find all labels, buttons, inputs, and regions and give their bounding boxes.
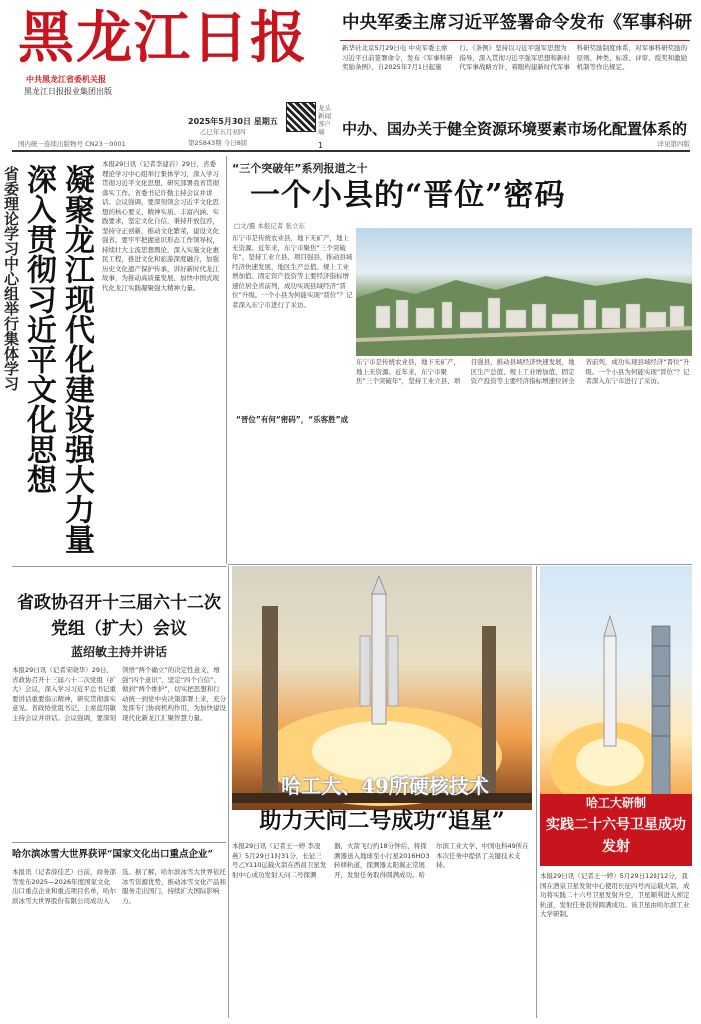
publisher: 黑龙江日报报业集团出版 — [24, 87, 112, 96]
feature-body-cont: 东宁市是传统农业县，地下无矿产，地上无资源。近年来，东宁市聚焦“三个突破年”，坚持工业立县、项目强县，推动县域经济快速发展，地区生产总值、规上工业增加值、固定资产投资等主要经济指标增速位居全省前列，成功实现县域经济“晋位”升级。一个小县为何能实现“晋位”？记者深入东宁市进行了采访。 — [356, 358, 690, 385]
satellite-headline-2: 实践二十六号卫星成功发射 — [546, 817, 686, 855]
top-news-body-1: 新华社北京5月29日电 中央军委主席习近平日前签署命令，发布《军事科研奖励条例》，自2025年7月1日起施行。《条例》坚持以习近平强军思想为指导，深入贯彻习近平强军思想和新时代军事战略方针，着眼构建新时代军事科研奖励制度体系，对军事科研奖励的原则、种类、标准、评审、授奖和激励机制等作出规定。 — [342, 44, 688, 71]
harbin-headline: 哈尔滨冰雪大世界获评“国家文化出口重点企业” — [12, 849, 213, 860]
cppcc-body: 本报29日讯（记者宋晓华）29日，省政协召开十三届六十二次党组（扩大）会议，深入学习习近平总书记重要讲话重要指示精神，研究贯彻落实意见。省政协党组书记、主席蓝绍敏主持会议并讲话。会议强调，要深刻领悟“两个确立”的决定性意义，增强“四个意识”、坚定“四个自信”、做到“两个维护”，切实把思想和行动统一到党中央决策部署上来，充分发挥专门协商机构作用，为加快建设现代化新龙江汇聚智慧力量。 — [12, 666, 226, 722]
satellite-body: 本报29日讯（记者王一婷）5月29日12时12分，我国在酒泉卫星发射中心使用长征四号丙运载火箭，成功将实践二十六号卫星发射升空，卫星顺利进入预定轨道，发射任务获得圆满成功。该卫星由哈尔滨工业大学研制。 — [540, 872, 690, 918]
issue-number: 第25843期 今日8版 — [188, 139, 248, 147]
page-number: 1 — [318, 141, 324, 150]
space-headline-2: 助力天问二号成功“追星” — [259, 808, 505, 834]
qr-code-icon — [286, 102, 316, 132]
lead-headline-2: 深入贯彻习近平文化思想 — [21, 164, 56, 494]
party-line: 中共黑龙江省委机关报 — [26, 75, 106, 84]
cn-code: 国内统一连续出版物号 CN23－0001 — [18, 140, 126, 148]
cppcc-headline: 省政协召开十三届六十二次党组（扩大）会议 — [17, 593, 221, 639]
feature-body: 东宁市是传统农业县，地下无矿产，地上无资源。近年来，东宁市聚焦“三个突破年”，坚持工业立县、项目强县，推动县域经济快速发展，地区生产总值、规上工业增加值、固定资产投资等主要经济指标增速位居全省前列，成功实现县域经济“晋位”升级。一个小县为何能实现“晋位”？记者深入东宁市进行了采访。 — [232, 234, 353, 309]
harbin-body: 本报讯（记者薛佳艺）日前，商务部等发布2025—2026年度国家文化出口重点企业和重点项目名单，哈尔滨冰雪大世界股份有限公司成功入选。据了解，哈尔滨冰雪大世界依托冰雪资源优势，推动冰雪文化产品和服务走出国门，持续扩大国际影响力。 — [12, 868, 226, 905]
masthead-title: 黑龙江日报 — [18, 8, 308, 71]
space-body: 本报29日讯（记者王一婷 李凌燕）5月29日1时31分，长征三号乙Y110运载火箭在西昌卫星发射中心成功发射天问二号探测器，火箭飞行约18分钟后，将探测器送入地球至小行星2016HO3转移轨道，探测器太阳翼正常展开，发射任务取得圆满成功。哈尔滨工业大学、中国电科49所在本次任务中提供了关键技术支持。 — [232, 842, 529, 879]
top-news-note-2: 详见第四版 — [657, 140, 690, 148]
top-news-headline-1: 中央军委主席习近平签署命令发布《军事科研 — [342, 13, 692, 33]
feature-series: “三个突破年”系列报道之十 — [232, 162, 368, 174]
satellite-launch-photo — [540, 566, 692, 810]
satellite-headline-1: 哈工大研制 — [540, 794, 692, 812]
lead-headline: 凝聚龙江现代化建设强大力量 — [59, 164, 94, 554]
top-news-headline-2: 中办、国办关于健全资源环境要素市场化配置体系的 — [342, 120, 688, 138]
feature-headline: 一个小县的“晋位”密码 — [250, 178, 566, 213]
feature-byline: □文/摄 本报记者 张立东 — [234, 222, 305, 230]
lead-kicker: 省委理论学习中心组举行集体学习 — [2, 166, 20, 391]
feature-subhead: “晋位”有何“密码”，“乐客胜”成 — [236, 415, 349, 424]
cppcc-subhead: 蓝绍敏主持并讲话 — [70, 645, 167, 659]
qr-caption: 龙头新闻客户端 — [318, 104, 331, 136]
space-headline-1: 哈工大、49所硬核技术 — [281, 774, 489, 798]
lead-body: 本报29日讯（记者李建岩）29日，省委理论学习中心组举行集体学习，深入学习贯彻习近平文化思想，研究部署我省贯彻落实工作。省委书记许勤主持会议并讲话。会议强调，要深刻领会习近平文化思想的核心要义、精神实质、丰富内涵、实践要求，坚定文化自信，秉持开放包容，坚持守正创新，推动文化繁荣，建设文化强省。要牢牢把握意识形态工作领导权，持续壮大主流思想舆论，深入实施文化惠民工程，推进文化和旅游深度融合，加强历史文化遗产保护传承，讲好新时代龙江故事，为推动高质量发展、加快中国式现代化龙江实践凝聚强大精神力量。 — [102, 160, 219, 292]
feature-photo — [356, 228, 692, 356]
issue-date: 2025年5月30日 星期五 — [188, 117, 278, 126]
lunar-date: 乙巳年五月初四 — [200, 128, 246, 136]
